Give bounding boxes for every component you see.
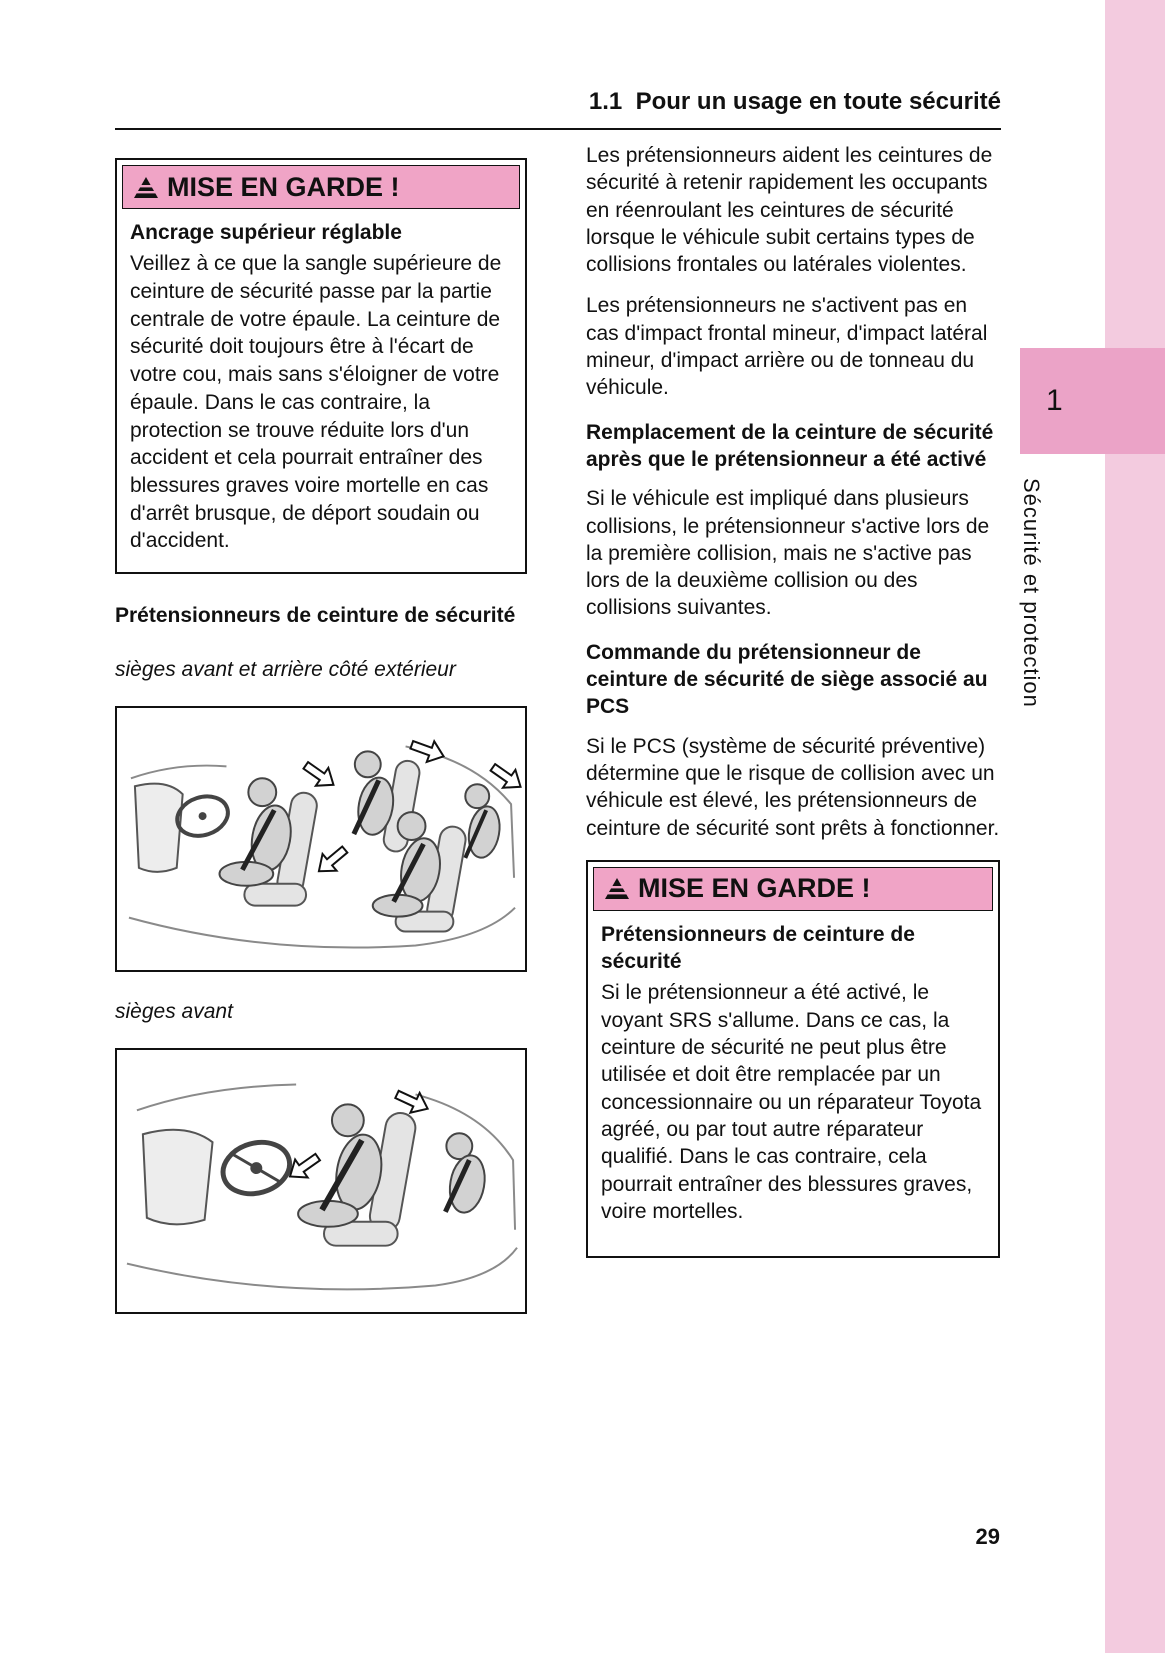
car-interior-drawing-1 (117, 708, 525, 970)
warning-text: Si le prétensionneur a été activé, le voyant SRS s'allume. Dans ce cas, la ceinture de sécurité ne peut plus être utilisée et doit être remplacée par un concessionnaire ou un réparateur Toyota agréé, ou par tout autre réparateur qualifié. Dans le cas contraire, cela pourrait entraîner des blessures graves, voire mortelles. (601, 981, 982, 1223)
car-interior-drawing-2 (117, 1050, 525, 1312)
seatbelt-illustration-front (115, 1048, 527, 1314)
figure2-caption: sièges avant (115, 999, 233, 1023)
section-heading-pretensioners: Prétensionneurs de ceinture de sécurité (115, 604, 516, 628)
heading-pcs-control: Commande du prétensionneur de ceinture de sécurité de siège associé au PCS (586, 640, 988, 719)
paragraph-pretensioner-intro: Les prétensionneurs aident les ceintures de sécurité à retenir rapidement les occupants en réenroulant les ceintures de sécurité lorsque le véhicule subit certains types de collisions frontales ou latérales violentes. (586, 144, 993, 277)
warning-box-anchor (115, 158, 527, 574)
figure1-caption: sièges avant et arrière côté extérieur (115, 657, 456, 681)
warning-title: MISE EN GARDE ! (638, 873, 871, 904)
warning-triangle-icon (133, 176, 159, 199)
right-column (586, 142, 1000, 1258)
warning-text: Veillez à ce que la sangle supérieure de ceinture de sécurité passe par la partie centrale de votre épaule. La ceinture de sécurité doit toujours être à l'écart de votre cou, mais sans s'éloigner de votre épaule. Dans le cas contraire, la protection se trouve réduite lors d'un accident et cela pourrait entraîner des blessures graves voire mortelle en cas d'arrêt brusque, de déport soudain ou d'accident. (130, 252, 502, 553)
warning-titlebar (122, 165, 520, 209)
paragraph-pcs: Si le PCS (système de sécurité préventive) détermine que le risque de collision avec un véhicule est élevé, les prétensionneurs de ceinture de sécurité sont prêts à fonctionner. (586, 734, 1000, 840)
chapter-number: 1 (1046, 384, 1063, 417)
warning-titlebar (593, 867, 993, 911)
warning-box-pretensioners (586, 860, 1000, 1258)
warning-triangle-icon (604, 877, 630, 900)
warning-title: MISE EN GARDE ! (167, 171, 400, 202)
warning-heading: Prétensionneurs de ceinture de sécurité (601, 922, 915, 974)
paragraph-pretensioner-no-activation: Les prétensionneurs ne s'activent pas en cas d'impact frontal mineur, d'impact latéral mineur, d'impact arrière ou de tonneau du véhicule. (586, 294, 988, 400)
section-header: 1.1 Pour un usage en toute sécurité (115, 88, 1001, 130)
paragraph-multiple-collisions: Si le véhicule est impliqué dans plusieurs collisions, le prétensionneur s'active lors de la première collision, mais ne s'active pas lors de la deuxième collision ou des collisions suivantes. (586, 487, 990, 620)
sidebar-strip (1105, 0, 1165, 1653)
chapter-title-vertical: Sécurité et protection (1019, 478, 1044, 708)
warning-heading: Ancrage supérieur réglable (130, 221, 402, 244)
warning-body (122, 209, 520, 567)
chapter-tab (1020, 348, 1165, 454)
left-column (115, 158, 527, 1314)
warning-body (593, 911, 993, 1251)
heading-replacement: Remplacement de la ceinture de sécurité après que le prétensionneur a été activé (586, 420, 994, 471)
page-number: 29 (975, 1524, 1000, 1549)
seatbelt-illustration-front-rear (115, 706, 527, 972)
